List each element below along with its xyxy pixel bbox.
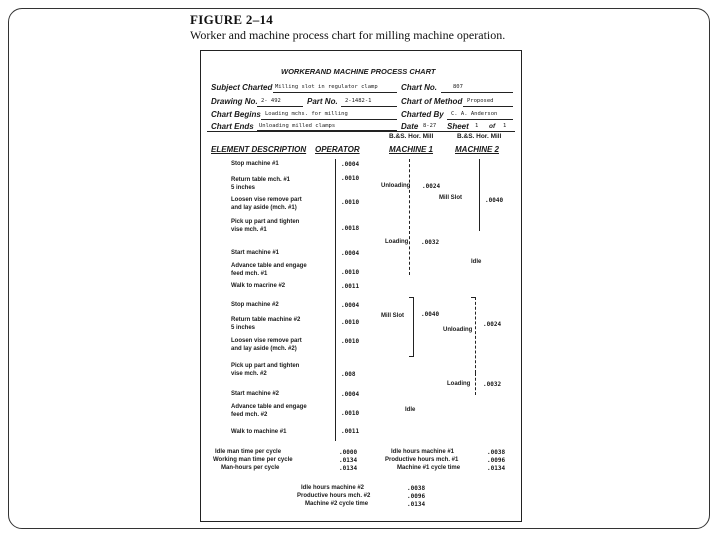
summary-left-label: Working man time per cycle — [213, 457, 293, 463]
machine2-loading-label: Loading — [447, 381, 471, 387]
operator-header: OPERATOR — [315, 145, 360, 154]
machine1-mill-tick-bottom — [409, 356, 413, 357]
of-label: of — [489, 123, 496, 130]
element-desc: and lay aside (mch. #2) — [231, 346, 297, 352]
element-desc: Advance table and engage — [231, 404, 307, 410]
charted-by-underline — [447, 119, 513, 120]
chart-no-label: Chart No. — [401, 83, 437, 92]
machine1-mill-label: Mill Slot — [381, 313, 404, 319]
machine1-unloading-time: .0024 — [422, 183, 441, 190]
machine1-header: MACHINE 1 — [389, 145, 434, 154]
element-time: .0010 — [341, 338, 360, 345]
subject-value: Milling slot in regulator clamp — [275, 84, 378, 90]
subject-label: Subject Charted — [211, 83, 273, 92]
element-desc: Walk to macrine #2 — [231, 283, 286, 289]
charted-by-label: Charted By — [401, 110, 444, 119]
machine2-type: B.&S. Hor. Mill — [457, 133, 502, 140]
machine2-idle-label: Idle — [471, 259, 482, 265]
element-desc: Start machine #2 — [231, 391, 280, 397]
element-desc: Walk to machine #1 — [231, 429, 287, 435]
element-description-header: ELEMENT DESCRIPTION — [211, 145, 307, 154]
element-time: .0011 — [341, 283, 360, 290]
machine2-loading-time: .0032 — [483, 381, 502, 388]
machine2-mill-label: Mill Slot — [439, 195, 462, 201]
element-desc: Stop machine #2 — [231, 302, 279, 308]
process-chart-document — [200, 50, 522, 522]
part-label: Part No. — [307, 97, 338, 106]
element-desc: Loosen vise remove part — [231, 197, 302, 203]
element-time: .0004 — [341, 250, 360, 257]
chart-no-underline — [441, 92, 513, 93]
method-value: Proposed — [467, 98, 494, 104]
ends-value: Unloading milled clamps — [259, 123, 336, 129]
part-value: 2-1482-1 — [345, 98, 372, 104]
summary-bottom-value: .0096 — [407, 493, 426, 500]
machine1-loading-label: Loading — [385, 239, 409, 245]
drawing-value: 2- 492 — [261, 98, 281, 104]
chart-title: WORKERAND MACHINE PROCESS CHART — [281, 67, 436, 76]
ends-label: Chart Ends — [211, 122, 254, 131]
element-desc: feed mch. #2 — [231, 412, 268, 418]
machine1-loading-time: .0032 — [421, 239, 440, 246]
begins-value: Loading mchs. for milling — [265, 111, 348, 117]
part-underline — [341, 106, 397, 107]
begins-label: Chart Begins — [211, 110, 261, 119]
of-value: 1 — [503, 123, 507, 129]
machine1-loading-line — [409, 231, 410, 275]
machine2-mill-time: .0040 — [485, 197, 504, 204]
element-time: .0010 — [341, 410, 360, 417]
summary-left-label: Idle man time per cycle — [215, 449, 282, 455]
element-time: .0010 — [341, 269, 360, 276]
charted-by-value: C. A. Anderson — [451, 111, 498, 117]
machine1-unloading-label: Unloading — [381, 183, 411, 189]
machine1-type: B.&S. Hor. Mill — [389, 133, 434, 140]
summary-right-value: .0038 — [487, 449, 506, 456]
machine2-mill-line — [479, 159, 480, 231]
machine2-unloading-time: .0024 — [483, 321, 502, 328]
summary-bottom-value: .0134 — [407, 501, 426, 508]
figure-label: FIGURE 2–14 — [190, 12, 274, 27]
element-desc: Pick up part and tighten — [231, 363, 300, 369]
summary-bottom-label: Machine #2 cycle time — [305, 501, 369, 507]
begins-underline — [261, 119, 397, 120]
summary-left-label: Man-hours per cycle — [221, 465, 280, 471]
date-label: Date — [401, 122, 419, 131]
element-desc: 5 inches — [231, 325, 256, 331]
machine2-loading-line — [475, 373, 476, 395]
element-time: .0004 — [341, 302, 360, 309]
element-desc: 5 inches — [231, 185, 256, 191]
element-desc: and lay aside (mch. #1) — [231, 205, 297, 211]
element-desc: Loosen vise remove part — [231, 338, 302, 344]
method-label: Chart of Method — [401, 97, 463, 106]
element-time: .0004 — [341, 161, 360, 168]
element-time: .0010 — [341, 319, 360, 326]
summary-right-label: Productive hours mch. #1 — [385, 457, 459, 463]
summary-right-label: Idle hours machine #1 — [391, 449, 455, 455]
summary-right-label: Machine #1 cycle time — [397, 465, 461, 471]
summary-bottom-value: .0038 — [407, 485, 426, 492]
element-desc: Advance table and engage — [231, 263, 307, 269]
summary-right-value: .0096 — [487, 457, 506, 464]
summary-left-value: .0134 — [339, 465, 358, 472]
summary-right-value: .0134 — [487, 465, 506, 472]
date-value: 8-27 — [423, 123, 437, 129]
element-desc: Return table mch. #1 — [231, 177, 291, 183]
element-desc: Stop machine #1 — [231, 161, 279, 167]
machine2-unloading-line — [475, 297, 476, 373]
summary-left-value: .0000 — [339, 449, 358, 456]
drawing-underline — [257, 106, 303, 107]
summary-bottom-label: Idle hours machine #2 — [301, 485, 365, 491]
machine1-unloading-line — [409, 159, 410, 229]
element-time: .008 — [341, 371, 356, 378]
element-time: .0010 — [341, 199, 360, 206]
sheet-label: Sheet — [447, 122, 469, 131]
sheet-value: 1 — [475, 123, 479, 129]
machine2-unloading-label: Unloading — [443, 327, 473, 333]
element-desc: feed mch. #1 — [231, 271, 268, 277]
machine1-mill-tick-top — [409, 297, 413, 298]
figure-caption: Worker and machine process chart for milling machine operation. — [190, 28, 506, 42]
element-time: .0018 — [341, 225, 360, 232]
element-time: .0004 — [341, 391, 360, 398]
element-desc: Start machine #1 — [231, 250, 280, 256]
subject-underline — [273, 92, 397, 93]
machine1-idle-label: Idle — [405, 407, 416, 413]
machine1-mill-line — [413, 297, 414, 357]
chart-no-value: 807 — [453, 84, 463, 90]
method-underline — [463, 106, 513, 107]
drawing-label: Drawing No. — [211, 97, 258, 106]
machine2-header: MACHINE 2 — [455, 145, 500, 154]
element-desc: Pick up part and tighten — [231, 219, 300, 225]
element-desc: vise mch. #1 — [231, 227, 267, 233]
element-time: .0011 — [341, 428, 360, 435]
machine1-mill-time: .0040 — [421, 311, 440, 318]
element-desc: Return table machine #2 — [231, 317, 301, 323]
operator-activity-line — [335, 159, 336, 441]
element-desc: vise mch. #2 — [231, 371, 267, 377]
machine2-unloading-tick — [471, 297, 475, 298]
element-time: .0010 — [341, 175, 360, 182]
summary-left-value: .0134 — [339, 457, 358, 464]
summary-bottom-label: Productive hours mch. #2 — [297, 493, 371, 499]
